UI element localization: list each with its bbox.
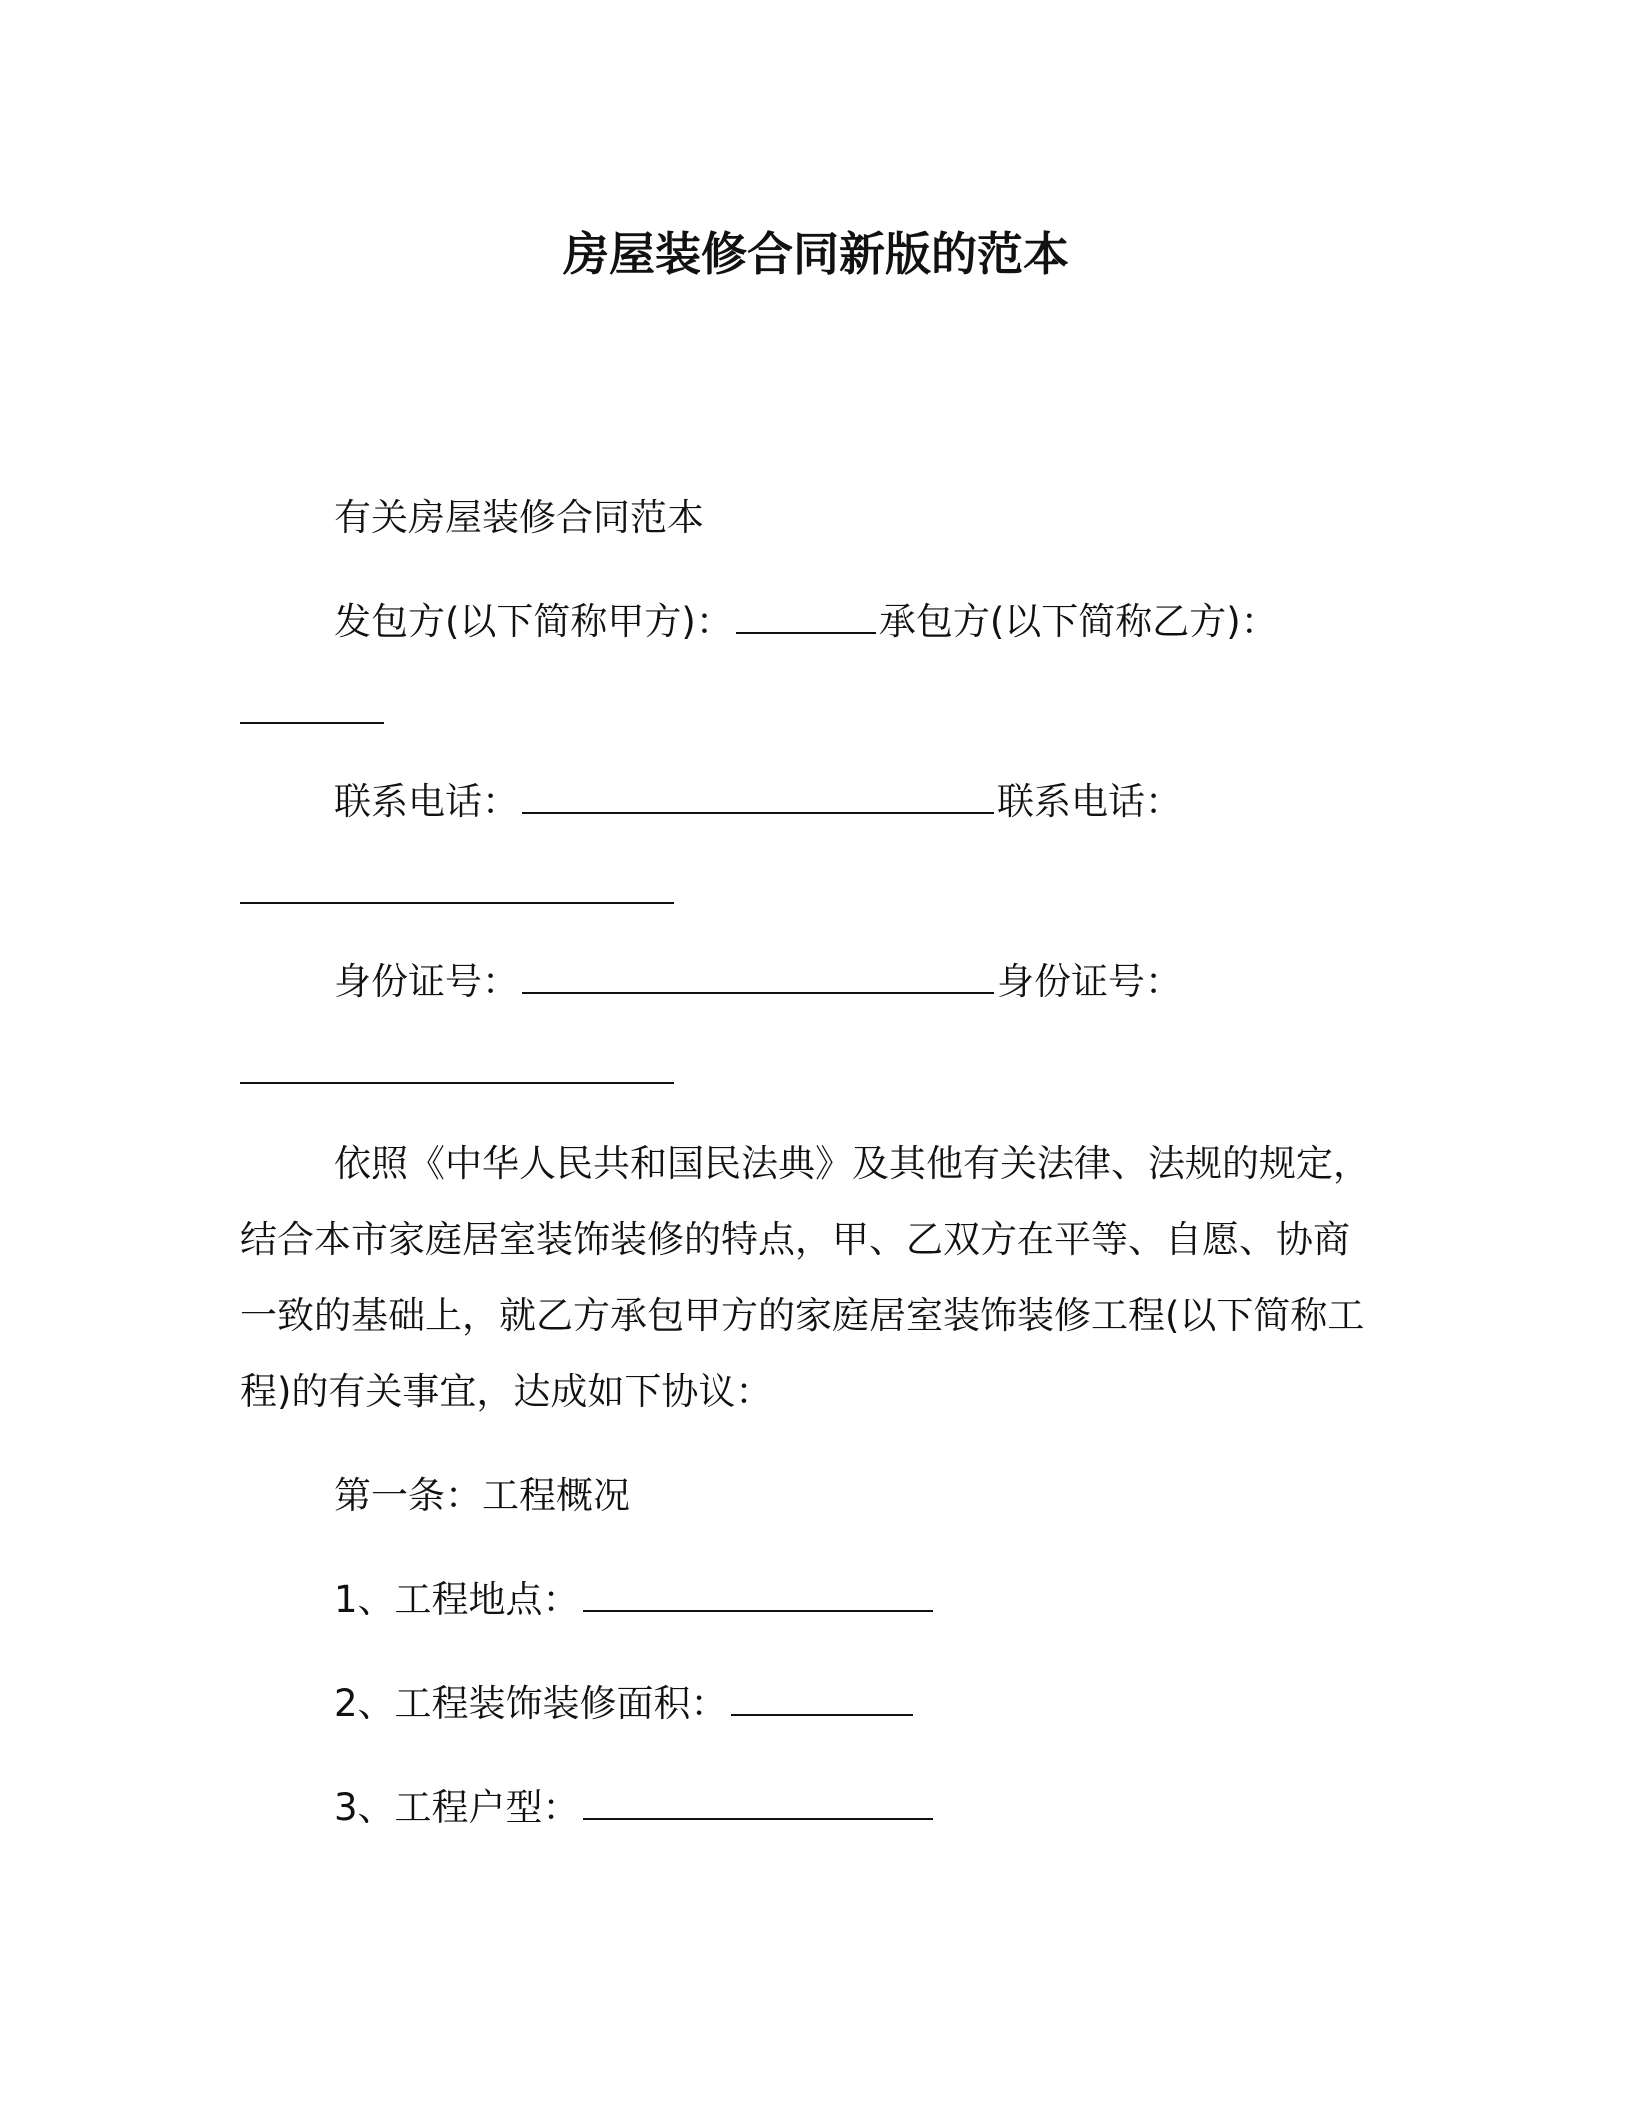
preamble-line-3: 一致的基础上，就乙方承包甲方的家庭居室装饰装修工程(以下简称工 [240,1294,1365,1337]
item-1-blank [583,1580,933,1612]
preamble-line-2: 结合本市家庭居室装饰装修的特点，甲、乙双方在平等、自愿、协商 [240,1218,1350,1261]
party-b-blank [240,692,384,724]
preamble-line-4: 程)的有关事宜，达成如下协议： [240,1370,773,1413]
id-b-blank [240,1052,674,1084]
item-3-label: 3、工程户型： [334,1786,580,1829]
party-a-blank [736,602,876,634]
phone-b-blank [240,872,674,904]
party-a-label: 发包方(以下简称甲方)： [334,600,733,643]
phone-a-blank [522,782,994,814]
item-3-blank [583,1788,933,1820]
preamble-line-1: 依照《中华人民共和国民法典》及其他有关法律、法规的规定， [334,1142,1370,1185]
item-2-blank [731,1684,913,1716]
parties-line [334,598,1278,646]
id-a-blank [522,962,994,994]
document-subtitle: 有关房屋装修合同范本 [334,496,704,539]
document-title: 房屋装修合同新版的范本 [563,227,1069,281]
id-label-a: 身份证号： [334,960,519,1003]
article-1-item-3 [334,1784,936,1832]
item-1-label: 1、工程地点： [334,1578,580,1621]
article-1-heading: 第一条：工程概况 [334,1474,630,1517]
phone-b-continuation [240,868,677,916]
id-label-b: 身份证号： [997,960,1182,1003]
id-b-continuation [240,1048,677,1096]
party-b-continuation [240,688,387,736]
article-1-item-2 [334,1680,916,1728]
phone-label-b: 联系电话： [997,780,1182,823]
item-2-label: 2、工程装饰装修面积： [334,1682,728,1725]
identity-line [334,958,1182,1006]
article-1-item-1 [334,1576,936,1624]
contact-line [334,778,1182,826]
phone-label-a: 联系电话： [334,780,519,823]
party-b-label: 承包方(以下简称乙方)： [878,600,1278,643]
